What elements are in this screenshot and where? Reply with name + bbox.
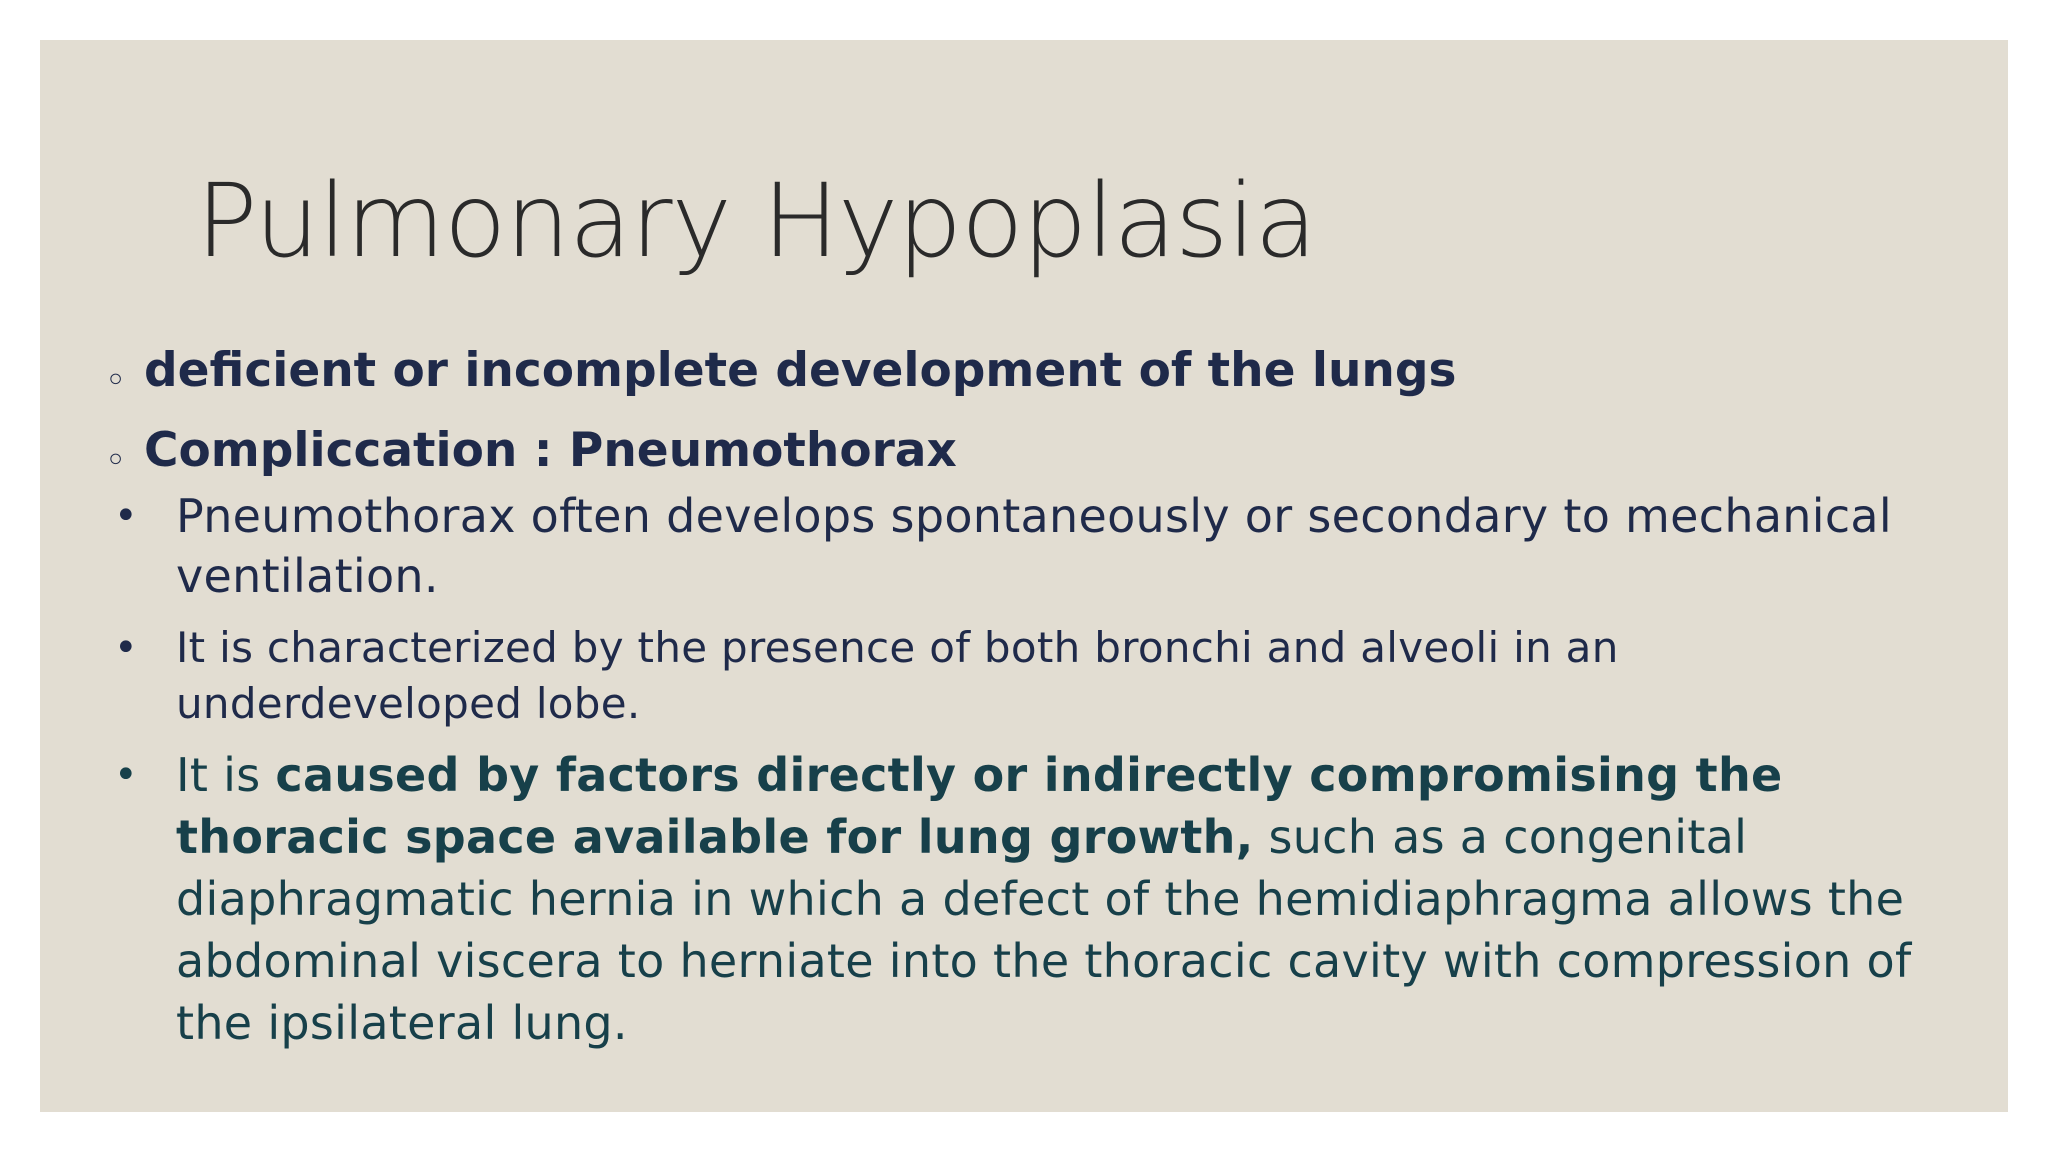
bullet-text: Compliccation : Pneumothorax — [144, 423, 957, 478]
bullet-item-complication — [106, 420, 1976, 482]
circle-bullet-icon: ◦ — [106, 363, 126, 398]
bullet-list — [106, 340, 1976, 1054]
bullet-text-suffix: such as a congenital diaphragmatic hernia in which a defect of the hemidiaphragma allows the abdominal viscera to herniate into the thoracic cavity with compression of the ipsilateral lung. — [176, 810, 1912, 1050]
bullet-item-definition — [106, 340, 1976, 402]
bullet-item-cause — [106, 744, 1976, 1054]
bullet-text-bold: caused by factors directly or indirectly compromising the thoracic space available for lung growth, — [176, 748, 1783, 864]
slide — [40, 40, 2008, 1112]
dot-bullet-icon: • — [114, 493, 138, 539]
bullet-text: deficient or incomplete development of the lungs — [144, 343, 1457, 398]
bullet-text: Pneumothorax often develops spontaneously or secondary to mechanical ventilation. — [176, 489, 1892, 603]
bullet-text: It is characterized by the presence of both bronchi and alveoli in an underdeveloped lobe. — [176, 623, 1619, 728]
bullet-item-characterization — [106, 620, 1976, 732]
dot-bullet-icon: • — [114, 625, 138, 671]
slide-title: Pulmonary Hypoplasia — [196, 162, 1317, 281]
bullet-item-pneumothorax — [106, 486, 1976, 606]
dot-bullet-icon: • — [114, 752, 138, 798]
circle-bullet-icon: ◦ — [106, 443, 126, 478]
bullet-text-prefix: It is — [176, 748, 276, 802]
